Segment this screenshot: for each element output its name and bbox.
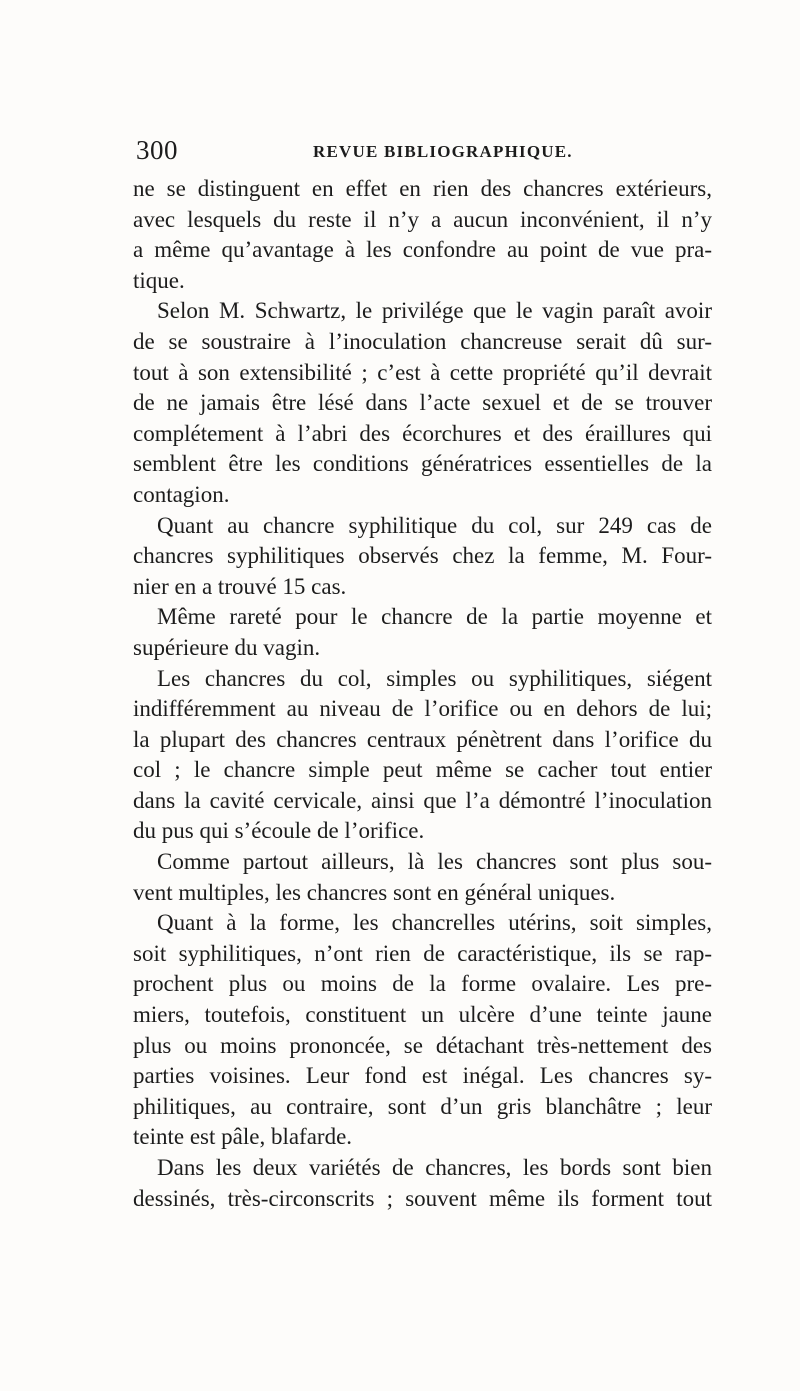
text-line: indifféremment au niveau de l’orifice ou en dehors de lui; (133, 696, 712, 722)
text-line: teinte est pâle, blafarde. (133, 1124, 353, 1150)
text-line: semblent être les conditions génératrices essentielles de la (133, 451, 712, 477)
text-line: vent multiples, les chancres sont en général uniques. (133, 879, 616, 905)
text-line: dessinés, très-circonscrits ; souvent même ils forment tout (133, 1185, 712, 1211)
text-line: miers, toutefois, constituent un ulcère d’une teinte jaune (133, 1002, 712, 1028)
text-line: contagion. (133, 481, 230, 507)
text-line: tique. (133, 267, 185, 293)
text-line: Dans les deux variétés de chancres, les bords sont bien (157, 1155, 712, 1180)
text-line: Quant à la forme, les chancrelles utérins, soit simples, (157, 910, 712, 936)
text-line: nier en a trouvé 15 cas. (133, 573, 347, 599)
text-line: col ; le chancre simple peut même se cacher tout entier (133, 757, 712, 783)
text-line: a même qu’avantage à les confondre au point de vue pra- (133, 237, 712, 263)
text-line: parties voisines. Leur fond est inégal. Les chancres sy- (133, 1063, 712, 1089)
text-line: dans la cavité cervicale, ainsi que l’a démontré l’inoculation (133, 787, 712, 813)
text-line: tout à son extensibilité ; c’est à cette propriété qu’il devrait (133, 359, 712, 385)
text-line: prochent plus ou moins de la forme ovalaire. Les pre- (133, 971, 712, 997)
page-header (136, 133, 712, 167)
text-line: ne se distinguent en effet en rien des chancres extérieurs, (133, 176, 712, 201)
text-line: de se soustraire à l’inoculation chancreuse serait dû sur- (133, 328, 712, 354)
text-line: de ne jamais être lésé dans l’acte sexuel et de se trouver (133, 390, 712, 416)
text-line: Quant au chancre syphilitique du col, sur 249 cas de (157, 512, 712, 538)
text-line: Les chancres du col, simples ou syphilitiques, siégent (157, 665, 712, 691)
body-text (133, 174, 712, 1214)
text-line: philitiques, au contraire, sont d’un gris blanchâtre ; leur (133, 1093, 712, 1119)
page-number: 300 (136, 135, 178, 165)
text-line: Même rareté pour le chancre de la partie moyenne et (157, 604, 712, 630)
text-line: Comme partout ailleurs, là les chancres sont plus sou- (157, 849, 712, 875)
text-line: du pus qui s’écoule de l’orifice. (133, 818, 425, 844)
text-line: supérieure du vagin. (133, 634, 321, 660)
text-line: plus ou moins prononcée, se détachant très-nettement des (133, 1032, 712, 1058)
text-line: Selon M. Schwartz, le privilége que le vagin paraît avoir (157, 298, 712, 324)
text-line: avec lesquels du reste il n’y a aucun inconvénient, il n’y (133, 206, 712, 232)
text-line: soit syphilitiques, n’ont rien de caractéristique, ils se rap- (133, 940, 712, 966)
running-title: REVUE BIBLIOGRAPHIQUE. (313, 142, 573, 161)
text-line: complétement à l’abri des écorchures et des éraillures qui (133, 420, 712, 446)
text-line: chancres syphilitiques observés chez la femme, M. Four- (133, 543, 712, 569)
text-line: la plupart des chancres centraux pénètrent dans l’orifice du (133, 726, 712, 752)
